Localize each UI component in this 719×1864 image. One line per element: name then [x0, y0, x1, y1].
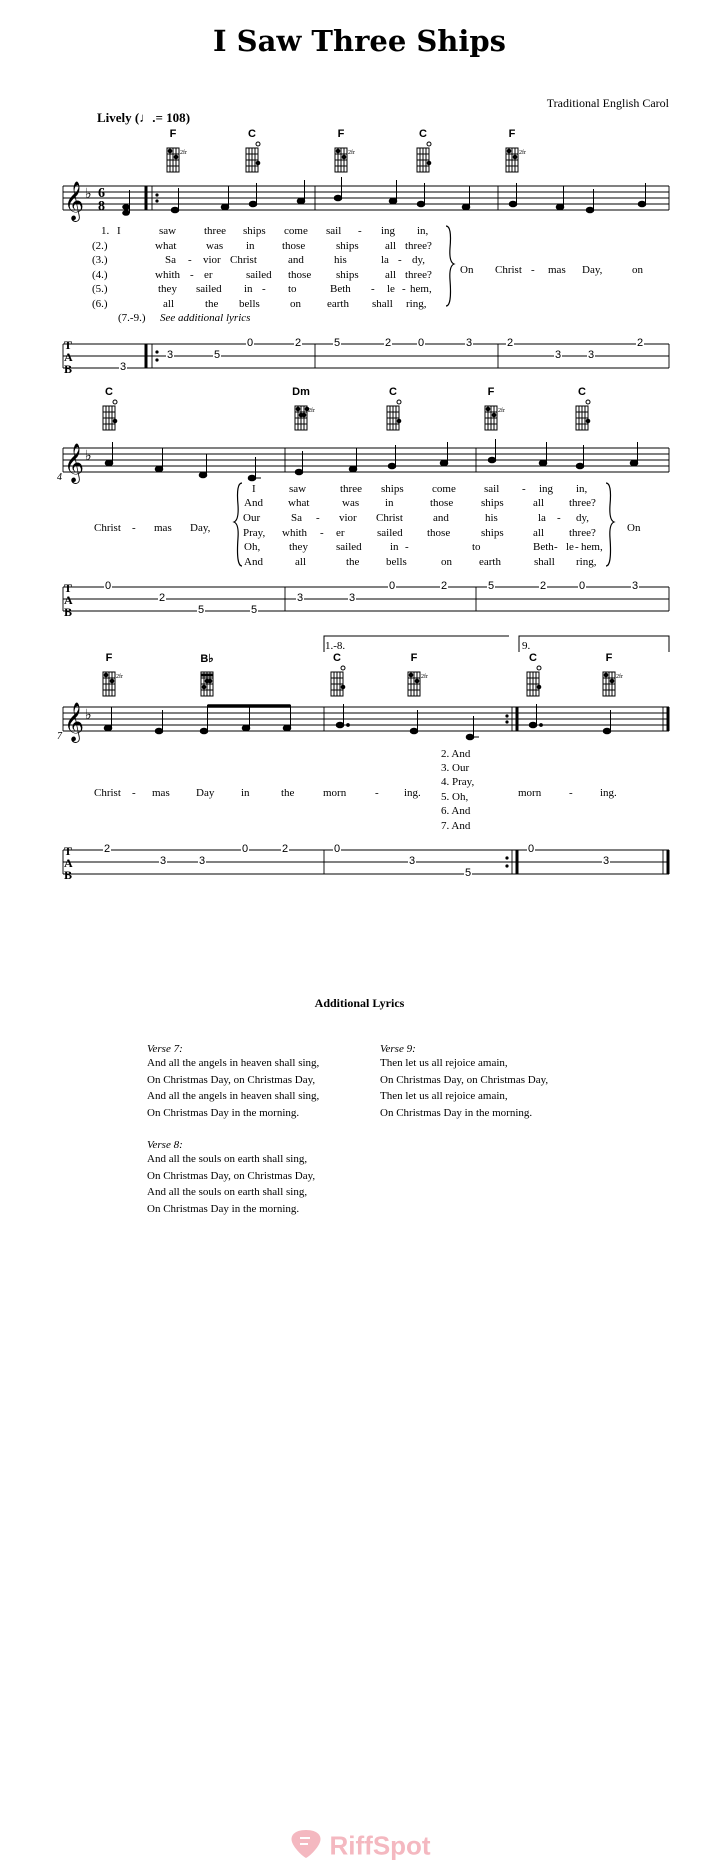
lyric-syllable: -: [375, 787, 379, 799]
lyric-syllable: all: [385, 240, 396, 252]
tab-fret-number: 3: [167, 349, 174, 361]
lyric-syllable: shall: [372, 298, 393, 310]
lyric-syllable: -: [531, 264, 535, 276]
tab-fret-number: 5: [214, 349, 221, 361]
quarter-note-icon: ♩.: [139, 110, 156, 125]
tab-fret-number: 3: [632, 580, 639, 592]
lyric-syllable: Christ: [94, 522, 121, 534]
lyric-syllable: all: [533, 527, 544, 539]
lyric-syllable: three?: [569, 527, 596, 539]
lyric-syllable: -: [316, 512, 320, 524]
lyric-syllable: those: [282, 240, 306, 252]
svg-text:2fr: 2fr: [421, 674, 428, 680]
lyric-syllable: Beth: [533, 541, 554, 553]
next-verse-cue: 5. Oh,: [441, 791, 469, 803]
verse-line: On Christmas Day in the morning.: [147, 1202, 300, 1215]
svg-text:B: B: [64, 605, 73, 619]
lyric-syllable: -: [554, 541, 558, 553]
additional-lyrics-note: See additional lyrics: [160, 312, 251, 324]
lyric-syllable: the: [281, 787, 295, 799]
lyric-syllable: la: [538, 512, 546, 524]
tab-fret-number: 0: [418, 337, 425, 349]
next-verse-cue: 3. Our: [441, 762, 470, 774]
lyric-syllable: -: [398, 254, 402, 266]
lyric-syllable: -: [371, 283, 375, 295]
svg-text:6: 6: [98, 186, 105, 201]
svg-text:2fr: 2fr: [519, 150, 526, 156]
verse-line: Then let us all rejoice amain,: [380, 1090, 508, 1102]
tab-fret-number: 0: [579, 580, 586, 592]
chord-label: F: [105, 652, 113, 664]
lyric-syllable: ring,: [406, 298, 427, 310]
lyric-syllable: -: [188, 254, 192, 266]
chord-label: C: [419, 128, 427, 140]
verse-line: And all the souls on earth shall sing,: [147, 1153, 308, 1165]
lyric-syllable: all: [385, 269, 396, 281]
lyric-syllable: those: [427, 527, 451, 539]
lyric-syllable: on: [290, 298, 301, 310]
verse-line: Then let us all rejoice amain,: [380, 1057, 508, 1069]
lyric-syllable: Day: [196, 787, 215, 799]
lyric-syllable: ing: [539, 483, 554, 495]
lyric-syllable: three: [204, 225, 226, 237]
tab-fret-number: 2: [385, 337, 392, 349]
verse-number: 1.: [101, 225, 110, 237]
tab-fret-number: 2: [282, 843, 289, 855]
measure-number: 4: [57, 472, 62, 483]
lyric-syllable: three?: [405, 269, 432, 281]
lyric-syllable: -: [320, 527, 324, 539]
lyric-syllable: and: [288, 254, 304, 266]
lyric-syllable: -: [132, 522, 136, 534]
chord-label: C: [578, 386, 586, 398]
tab-fret-number: 3: [466, 337, 473, 349]
chord-label: C: [248, 128, 256, 140]
lyric-syllable: le: [566, 541, 574, 553]
svg-text:T: T: [64, 338, 73, 352]
lyric-syllable: mas: [548, 264, 566, 276]
notes-measure-8: [336, 704, 479, 740]
tab-fret-number: 5: [465, 867, 472, 879]
lyric-syllable: I: [117, 225, 121, 237]
lyric-syllable: three?: [405, 240, 432, 252]
lyric-syllable: vior: [203, 254, 221, 266]
lyric-syllable: Day,: [582, 264, 603, 276]
tab-fret-number: 3: [555, 349, 562, 361]
tab-fret-number: 0: [334, 843, 341, 855]
lyric-syllable: sailed: [377, 527, 403, 539]
chord-label: Dm: [292, 386, 310, 398]
lyric-syllable: bells: [239, 298, 260, 310]
lyric-syllable: to: [472, 541, 481, 553]
lyric-syllable: I: [252, 483, 256, 495]
lyric-syllable: vior: [339, 512, 357, 524]
verse-line: On Christmas Day in the morning.: [147, 1106, 300, 1119]
lyric-syllable: morn: [323, 787, 347, 799]
lyric-syllable: Christ: [230, 254, 257, 266]
lyric-syllable: And: [244, 556, 263, 568]
verse-block-9: [380, 1043, 548, 1121]
lyric-syllable: dy,: [412, 254, 426, 266]
verse-label: Verse 9:: [380, 1043, 416, 1055]
volta-1-label: 1.-8.: [325, 640, 346, 652]
svg-text:8: 8: [98, 199, 105, 214]
lyric-syllable: to: [288, 283, 297, 295]
tab-fret-number: 0: [242, 843, 249, 855]
lyric-syllable: -: [190, 269, 194, 281]
svg-text:2fr: 2fr: [498, 408, 505, 414]
lyric-syllable: ring,: [576, 556, 597, 568]
chord-label: F: [605, 652, 613, 664]
additional-lyrics-heading: Additional Lyrics: [314, 996, 405, 1010]
treble-clef-icon: 𝄞: [64, 704, 85, 741]
tab-fret-number: 0: [247, 337, 254, 349]
lyric-syllable: -: [402, 283, 406, 295]
chord-label: C: [529, 652, 537, 664]
lyric-syllable: dy,: [576, 512, 590, 524]
lyric-syllable: on: [632, 264, 643, 276]
lyric-syllable: ships: [381, 483, 404, 495]
tab-fret-number: 3: [349, 592, 356, 604]
tab-clef-icon: [64, 844, 73, 882]
chord-label: F: [337, 128, 345, 140]
lyric-syllable: whith: [282, 527, 308, 539]
lyric-syllable: saw: [289, 483, 307, 495]
lyric-syllable: three?: [569, 497, 596, 509]
verse-line: On Christmas Day, on Christmas Day,: [380, 1073, 549, 1086]
next-verse-cue: 2. And: [441, 748, 471, 760]
tab-fret-number: 2: [441, 580, 448, 592]
tab-fret-number: 3: [297, 592, 304, 604]
chord-label: F: [508, 128, 516, 140]
chord-label: F: [410, 652, 418, 664]
lyric-syllable: sailed: [246, 269, 272, 281]
lyric-syllable: ing.: [404, 787, 421, 799]
next-verse-cue: 7. And: [441, 820, 471, 832]
tab-fret-number: 0: [389, 580, 396, 592]
svg-text:A: A: [64, 856, 73, 870]
tab-fret-number: 5: [488, 580, 495, 592]
tab-fret-number: 5: [198, 604, 205, 616]
lyric-syllable: sailed: [196, 283, 222, 295]
lyric-syllable: three: [340, 483, 362, 495]
next-verse-cue: 6. And: [441, 805, 471, 817]
chord-diagram-icon: [103, 672, 115, 696]
lyric-syllable: in,: [576, 483, 588, 495]
tempo-marking: Lively (♩.= 108): [97, 110, 191, 125]
lyric-syllable: bells: [386, 556, 407, 568]
chord-label: C: [105, 386, 113, 398]
verse-number: (3.): [92, 254, 108, 266]
chord-label: C: [389, 386, 397, 398]
lyric-syllable: le: [387, 283, 395, 295]
lyric-syllable: mas: [152, 787, 170, 799]
verse-line: And all the souls on earth shall sing,: [147, 1186, 308, 1198]
verse-line: And all the angels in heaven shall sing,: [147, 1057, 320, 1069]
lyric-syllable: ships: [243, 225, 266, 237]
treble-clef-icon: 𝄞: [64, 183, 85, 220]
lyric-syllable: Pray,: [243, 527, 266, 539]
lyric-syllable: Day,: [190, 522, 211, 534]
lyric-syllable: -: [522, 483, 526, 495]
lyric-syllable: come: [432, 483, 456, 495]
chord-label: C: [333, 652, 341, 664]
lyric-syllable: all: [163, 298, 174, 310]
lyric-syllable: sailed: [336, 541, 362, 553]
verse-number: (5.): [92, 283, 108, 295]
lyric-syllable: morn: [518, 787, 542, 799]
lyric-syllable: -: [358, 225, 362, 237]
watermark-logo: [0, 1828, 719, 1864]
svg-text:T: T: [64, 581, 73, 595]
chord-diagram-icon: [201, 672, 213, 696]
svg-text:2fr: 2fr: [308, 408, 315, 414]
tab-fret-number: 3: [603, 855, 610, 867]
lyric-syllable: shall: [534, 556, 555, 568]
tab-fret-number: 2: [295, 337, 302, 349]
chord-diagram-icon: [603, 672, 615, 696]
lyric-syllable: Christ: [376, 512, 403, 524]
lyric-syllable: all: [295, 556, 306, 568]
lyric-syllable: -: [132, 787, 136, 799]
verse-line: On Christmas Day, on Christmas Day,: [147, 1169, 316, 1182]
next-verse-cue: 4. Pray,: [441, 776, 475, 788]
verse-label: Verse 8:: [147, 1139, 183, 1151]
lyric-syllable: in: [246, 240, 255, 252]
lyric-syllable: earth: [479, 556, 501, 568]
lyric-syllable: Oh,: [244, 541, 261, 553]
verse-number: (7.-9.): [118, 312, 146, 324]
watermark-text: RiffSpot: [329, 1830, 431, 1861]
lyric-syllable: On: [627, 522, 641, 534]
lyric-syllable: -: [557, 512, 561, 524]
verse-line: And all the angels in heaven shall sing,: [147, 1090, 320, 1102]
lyric-syllable: mas: [154, 522, 172, 534]
lyric-syllable: Christ: [495, 264, 522, 276]
lyric-syllable: Beth: [330, 283, 351, 295]
tab-fret-number: 0: [528, 843, 535, 855]
svg-text:2fr: 2fr: [348, 150, 355, 156]
tempo-label: Lively: [97, 110, 132, 125]
tab-fret-number: 3: [160, 855, 167, 867]
lyric-syllable: in: [244, 283, 253, 295]
svg-text:2fr: 2fr: [180, 150, 187, 156]
lyric-syllable: was: [206, 240, 224, 252]
lyric-syllable: ships: [481, 497, 504, 509]
svg-text:2fr: 2fr: [116, 674, 123, 680]
lyric-syllable: in: [390, 541, 399, 553]
lyric-syllable: ing.: [600, 787, 617, 799]
verse-number: (6.): [92, 298, 108, 310]
verse-block-8: [147, 1139, 315, 1217]
lyric-syllable: -: [575, 541, 579, 553]
lyric-syllable: they: [289, 541, 308, 553]
lyric-syllable: Sa: [291, 512, 302, 524]
chord-diagram-icon: [331, 666, 345, 696]
lyric-syllable: what: [155, 240, 177, 252]
tab-fret-number: 3: [199, 855, 206, 867]
lyric-syllable: ing: [381, 225, 396, 237]
guitar-pick-icon: [288, 1828, 324, 1864]
tab-fret-number: 3: [409, 855, 416, 867]
lyric-syllable: sail: [484, 483, 500, 495]
svg-text:B: B: [64, 868, 73, 882]
svg-text:A: A: [64, 350, 73, 364]
lyric-syllable: -: [262, 283, 266, 295]
lyric-syllable: hem,: [581, 541, 603, 553]
chord-diagram-icon: [408, 672, 420, 696]
svg-text:♭: ♭: [85, 708, 92, 723]
lyric-syllable: in: [385, 497, 394, 509]
lyric-syllable: On: [460, 264, 474, 276]
staff-system-3: [0, 0, 719, 900]
tab-fret-number: 2: [540, 580, 547, 592]
treble-clef-icon: 𝄞: [64, 445, 85, 482]
lyric-syllable: what: [288, 497, 310, 509]
lyric-syllable: was: [342, 497, 360, 509]
lyric-syllable: ships: [481, 527, 504, 539]
tab-fret-number: 0: [105, 580, 112, 592]
verse-block-7: [147, 1043, 319, 1121]
lyric-syllable: they: [158, 283, 177, 295]
lyric-syllable: his: [334, 254, 347, 266]
lyric-syllable: on: [441, 556, 452, 568]
lyric-syllable: -: [405, 541, 409, 553]
lyric-syllable: earth: [327, 298, 349, 310]
volta-2-label: 9.: [522, 640, 531, 652]
svg-text:B: B: [64, 362, 73, 376]
lyric-syllable: and: [433, 512, 449, 524]
tab-fret-number: 2: [159, 592, 166, 604]
lyric-syllable: those: [430, 497, 454, 509]
page-title: I Saw Three Ships: [212, 24, 507, 58]
measure-number: 7: [57, 731, 62, 742]
lyric-syllable: And: [244, 497, 263, 509]
lyric-syllable: er: [204, 269, 213, 281]
svg-text:♭: ♭: [85, 449, 92, 464]
verse-line: On Christmas Day in the morning.: [380, 1106, 533, 1119]
lyric-syllable: Christ: [94, 787, 121, 799]
lyric-syllable: ships: [336, 269, 359, 281]
lyric-syllable: the: [205, 298, 219, 310]
svg-text:2fr: 2fr: [616, 674, 623, 680]
chord-diagram-icon: [527, 666, 541, 696]
lyric-syllable: la: [381, 254, 389, 266]
lyric-syllable: ships: [336, 240, 359, 252]
svg-text:A: A: [64, 593, 73, 607]
lyric-syllable: hem,: [410, 283, 432, 295]
tab-fret-number: 3: [588, 349, 595, 361]
tab-fret-number: 5: [334, 337, 341, 349]
chord-label: B♭: [200, 653, 214, 665]
verse-number: (4.): [92, 269, 108, 281]
lyric-syllable: those: [288, 269, 312, 281]
lyric-syllable: er: [336, 527, 345, 539]
lyric-syllable: the: [346, 556, 360, 568]
lyric-syllable: come: [284, 225, 308, 237]
lyric-syllable: -: [569, 787, 573, 799]
lyric-syllable: his: [485, 512, 498, 524]
chord-label: F: [169, 128, 177, 140]
tab-fret-number: 2: [507, 337, 514, 349]
lyric-syllable: Our: [243, 512, 261, 524]
chord-label: F: [487, 386, 495, 398]
tab-fret-number: 2: [637, 337, 644, 349]
tab-fret-number: 5: [251, 604, 258, 616]
lyric-syllable: all: [533, 497, 544, 509]
lyric-syllable: saw: [159, 225, 177, 237]
svg-text:♭: ♭: [85, 187, 92, 202]
tab-fret-number: 3: [120, 361, 127, 373]
svg-text:T: T: [64, 844, 73, 858]
tempo-bpm: = 108: [155, 110, 186, 125]
lyric-syllable: in,: [417, 225, 429, 237]
verse-label: Verse 7:: [147, 1043, 183, 1055]
tab-fret-number: 2: [104, 843, 111, 855]
lyric-syllable: Sa: [165, 254, 176, 266]
lyric-syllable: sail: [326, 225, 342, 237]
verse-line: On Christmas Day, on Christmas Day,: [147, 1073, 316, 1086]
lyric-syllable: in: [241, 787, 250, 799]
lyric-syllable: whith: [155, 269, 181, 281]
composer: Traditional English Carol: [546, 96, 669, 110]
verse-number: (2.): [92, 240, 108, 252]
